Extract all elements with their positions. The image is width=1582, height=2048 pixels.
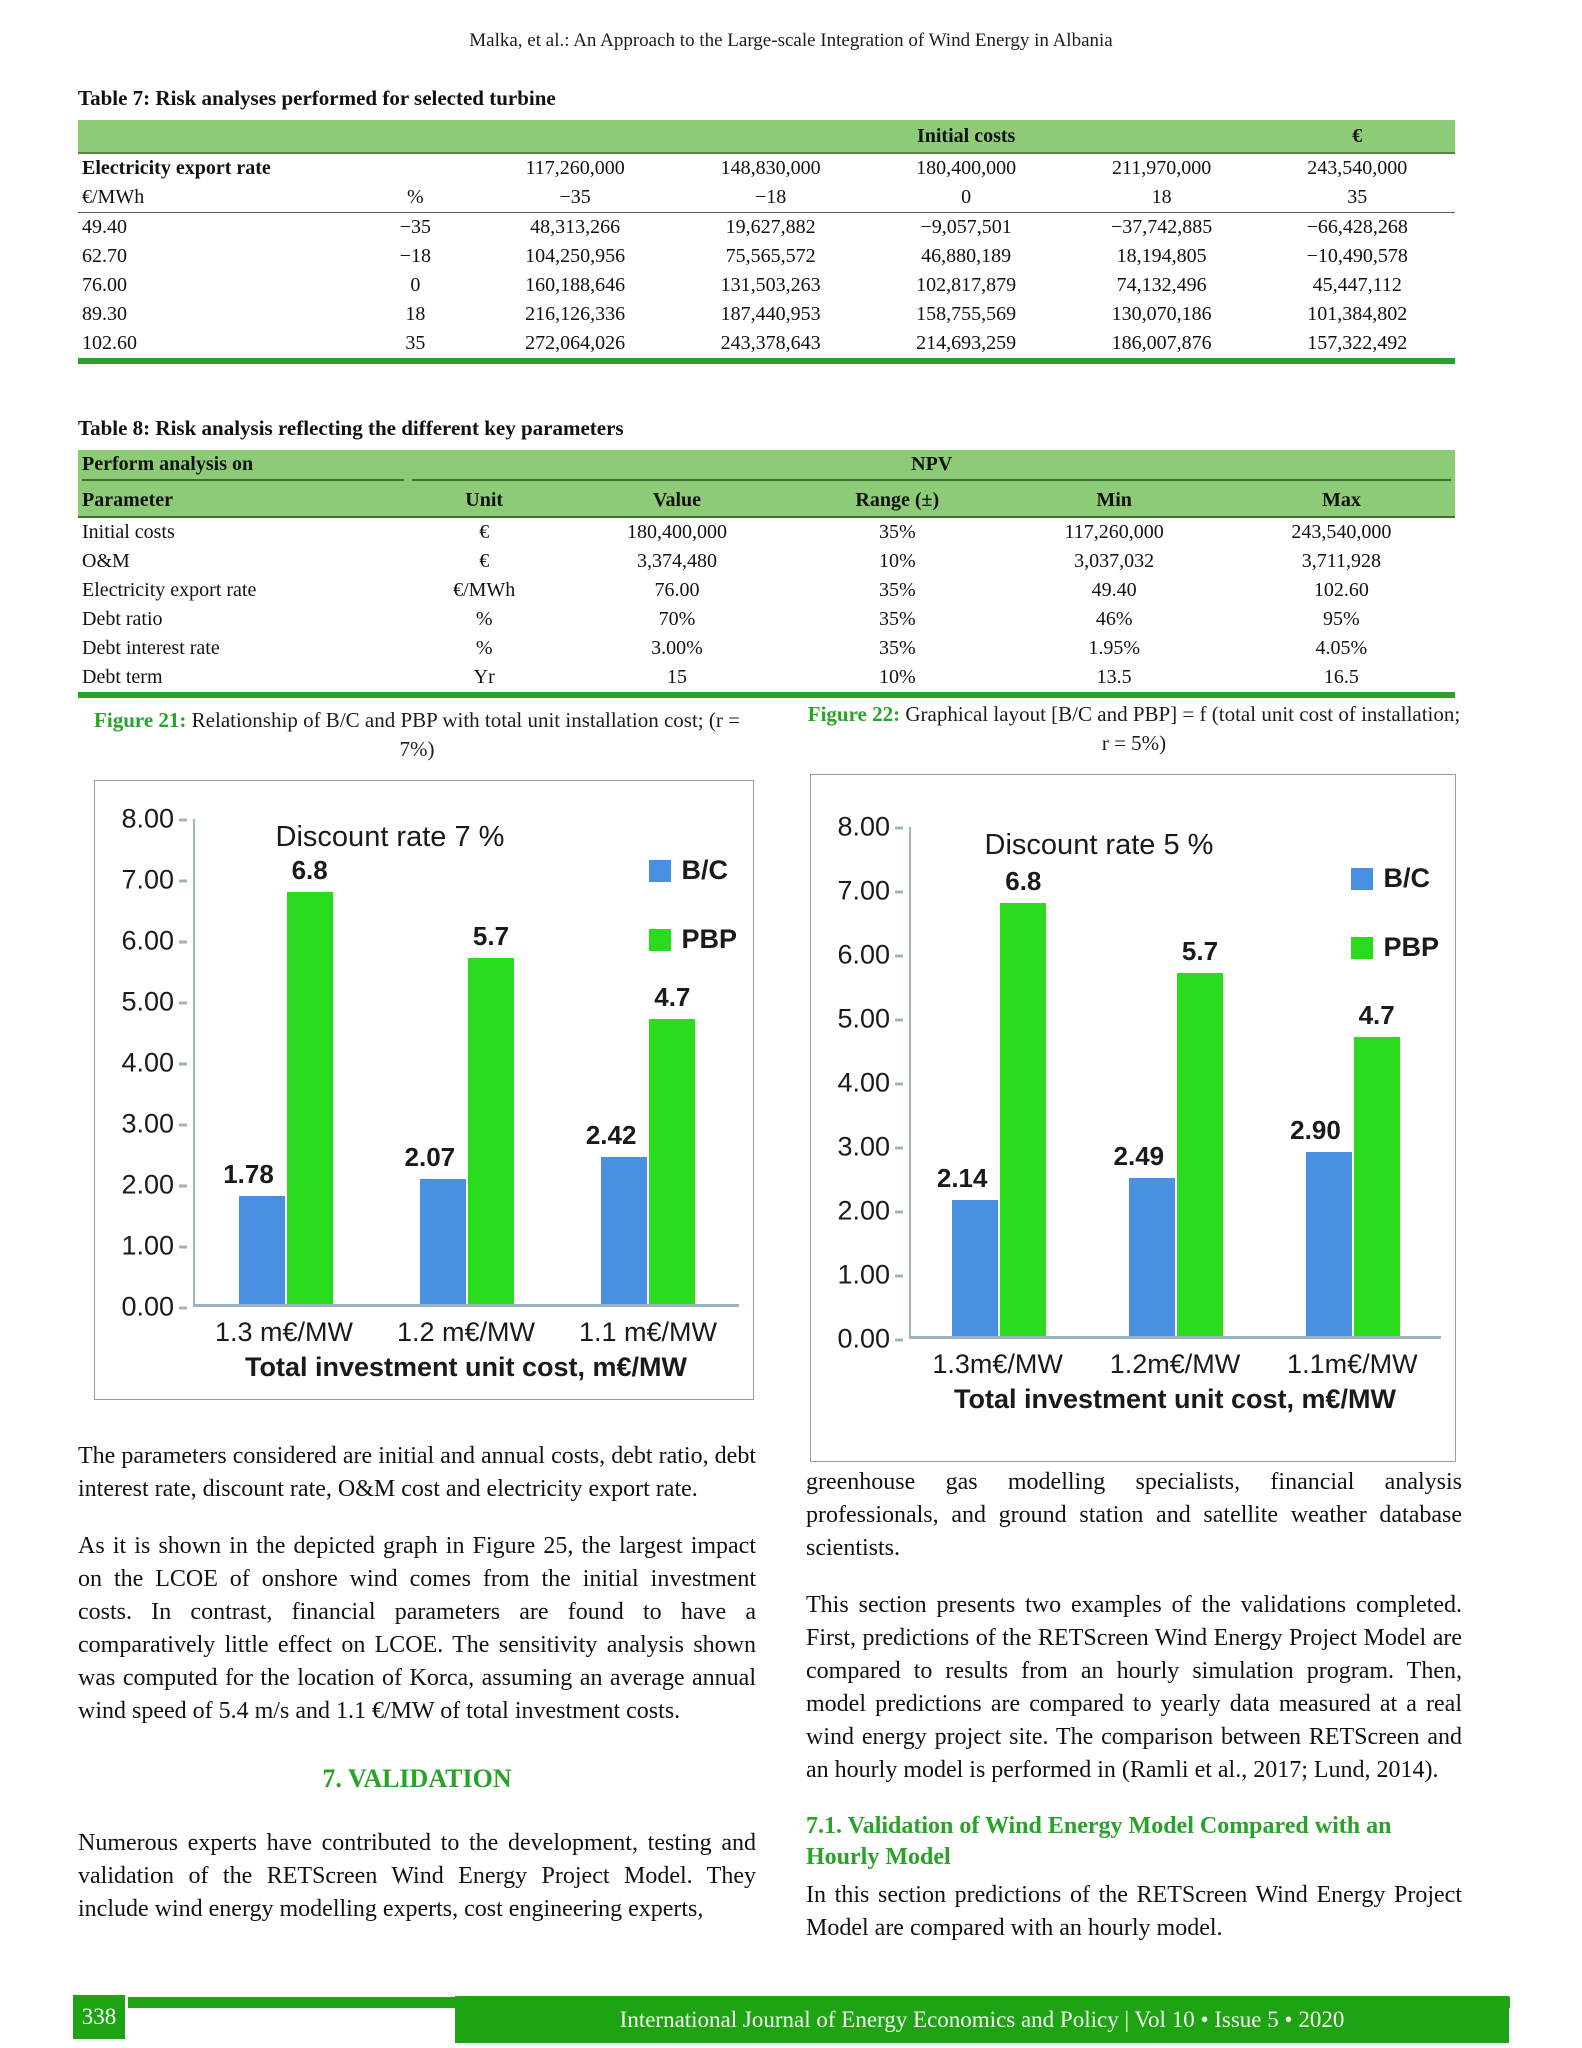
table-cell: −10,490,578 — [1306, 245, 1408, 267]
y-tick-label: 6.00 — [121, 926, 187, 957]
y-tick-label: 1.00 — [837, 1260, 903, 1291]
table7-caption-text: Risk analyses performed for selected turbine — [150, 86, 556, 110]
x-axis-title: Total investment unit cost, m€/MW — [244, 1352, 688, 1382]
figure21-block — [78, 706, 756, 1400]
bar-group — [1290, 827, 1400, 1336]
paragraph: In this section predictions of the RETScreen Wind Energy Project Model are compared with an hourly model. — [806, 1882, 1462, 1941]
y-tick-label: 0.00 — [837, 1324, 903, 1355]
bar-value-label: 4.7 — [654, 982, 691, 1013]
table-cell: Electricity export rate — [82, 579, 257, 601]
y-tick-label: 5.00 — [121, 987, 187, 1018]
table-row — [78, 329, 1455, 361]
x-category-label: 1.2m€/MW — [1109, 1349, 1241, 1379]
table-cell: −35 — [477, 183, 673, 213]
bar-value-label: 2.42 — [585, 1120, 637, 1151]
table-row — [78, 663, 1455, 695]
y-tick-label: 7.00 — [121, 865, 187, 896]
y-axis — [823, 811, 903, 1354]
bar-group — [223, 819, 333, 1304]
figure22-caption-label: Figure 22: — [807, 702, 901, 726]
table-cell: 62.70 — [82, 245, 127, 267]
table-cell: 131,503,263 — [720, 274, 821, 296]
table-cell: 35% — [878, 608, 916, 630]
table-row — [78, 242, 1455, 271]
legend-label: PBP — [681, 924, 737, 954]
table-cell: 0 — [410, 274, 421, 296]
table-cell: 35 — [1259, 183, 1455, 213]
y-tick-label: 8.00 — [121, 804, 187, 835]
y-tick-label: 4.00 — [837, 1068, 903, 1099]
chart-title: Discount rate 5 % — [984, 829, 1214, 861]
table8-column-headers — [78, 484, 1455, 517]
table-cell: 18 — [1064, 183, 1260, 213]
table-cell: 3.00% — [651, 637, 703, 659]
figure21-chart — [107, 803, 743, 1415]
col-unit: Unit — [408, 484, 559, 517]
table7-caption-label: Table 7: — [78, 86, 151, 110]
page-number: 338 — [81, 2004, 117, 2029]
bar-pbp — [1354, 999, 1400, 1336]
table-cell: Electricity export rate — [82, 157, 271, 179]
bar-group — [585, 819, 695, 1304]
table-cell: 46,880,189 — [921, 245, 1012, 267]
table-cell: 35% — [878, 521, 916, 543]
paragraph: The parameters considered are initial and annual costs, debt ratio, debt interest rate, discount rate, O&M cost and electricity export rate. — [78, 1443, 756, 1502]
figure22-box — [810, 774, 1456, 1462]
table-cell: 49.40 — [1091, 579, 1137, 601]
figure21-box — [94, 780, 754, 1400]
paragraph: Numerous experts have contributed to the development, testing and validation of the RETScreen Wind Energy Project Model. They include wind energy modelling experts, cost engineering experts, — [78, 1830, 756, 1922]
y-tick-label: 3.00 — [121, 1109, 187, 1140]
table-cell: 46% — [1095, 608, 1133, 630]
table-cell: 10% — [878, 550, 916, 572]
bar-value-label: 4.7 — [1358, 999, 1395, 1030]
table7-caption — [78, 86, 1455, 111]
y-tick-label: 2.00 — [837, 1196, 903, 1227]
table-cell: % — [475, 608, 493, 630]
table-cell: 1.95% — [1088, 637, 1140, 659]
bar-pbp — [1177, 936, 1223, 1336]
table-cell: 216,126,336 — [525, 303, 626, 325]
table-cell: 186,007,876 — [1111, 332, 1212, 354]
y-tick-label: 6.00 — [837, 940, 903, 971]
table-cell: 117,260,000 — [525, 157, 625, 179]
paragraph: greenhouse gas modelling specialists, financial analysis professionals, and ground station and satellite weather database scientists. — [806, 1469, 1462, 1561]
table-cell: 187,440,953 — [720, 303, 821, 325]
table-cell: 76.00 — [82, 274, 127, 296]
y-tick-label: 5.00 — [837, 1004, 903, 1035]
table-cell: 49.40 — [82, 216, 127, 238]
col-parameter: Parameter — [78, 484, 408, 517]
table-cell: 48,313,266 — [530, 216, 621, 238]
table-cell: 104,250,956 — [525, 245, 626, 267]
table-cell: 160,188,646 — [525, 274, 626, 296]
table-cell: 214,693,259 — [916, 332, 1017, 354]
table-cell: 18 — [405, 303, 426, 325]
bar-pbp — [1000, 866, 1046, 1336]
page-footer — [0, 1992, 1582, 2048]
table-cell: €/MWh — [453, 579, 516, 601]
bar-value-label: 6.8 — [291, 854, 328, 885]
table-cell: 102.60 — [82, 332, 137, 354]
paragraph: As it is shown in the depicted graph in Figure 25, the largest impact on the LCOE of onshore wind comes from the initial investment costs. In contrast, financial parameters are found to have a comparatively little effect on LCOE. The sensitivity analysis shown was computed for the location of Korca, assuming an average annual wind speed of 5.4 m/s and 1.1 €/MW of total investment costs. — [78, 1533, 756, 1724]
table-cell: 180,400,000 — [916, 157, 1017, 179]
table-cell: 76.00 — [654, 579, 700, 601]
table-row — [78, 547, 1455, 576]
table-cell: 89.30 — [82, 303, 127, 325]
table-cell: 130,070,186 — [1111, 303, 1212, 325]
table-cell: 243,540,000 — [1291, 521, 1392, 543]
y-axis — [107, 803, 187, 1322]
table7-header-band — [78, 120, 1455, 153]
y-tick-label: 0.00 — [121, 1292, 187, 1323]
table-cell: Debt ratio — [82, 608, 163, 630]
table8-caption-text: Risk analysis reflecting the different key parameters — [150, 416, 624, 440]
y-tick-label: 2.00 — [121, 1170, 187, 1201]
bar-value-label: 2.14 — [936, 1162, 988, 1193]
table-cell: 10% — [878, 666, 916, 688]
table-cell: € — [479, 550, 490, 572]
chart-title: Discount rate 7 % — [275, 821, 505, 853]
table-cell: 3,711,928 — [1301, 550, 1382, 572]
table-cell: −9,057,501 — [920, 216, 1012, 238]
bar-bc — [936, 1162, 998, 1336]
x-axis-labels — [909, 1349, 1441, 1380]
page-number-box — [70, 1992, 128, 2042]
bar-pbp — [649, 982, 695, 1304]
table-cell: Debt term — [82, 666, 163, 688]
bar-value-label: 5.7 — [1181, 936, 1219, 967]
figure21-caption — [78, 706, 756, 764]
bar-value-label: 2.90 — [1290, 1114, 1341, 1145]
table-cell: 4.05% — [1315, 637, 1368, 659]
bar-group — [936, 827, 1046, 1336]
table-cell: 117,260,000 — [1064, 521, 1164, 543]
table7-band-initial-costs: Initial costs — [868, 120, 1064, 153]
table8-group-header — [78, 450, 1455, 484]
table-cell: 148,830,000 — [720, 157, 821, 179]
table-cell: Debt interest rate — [82, 637, 220, 659]
table-row — [78, 183, 1455, 213]
table-row — [78, 605, 1455, 634]
table-cell: O&M — [82, 550, 130, 572]
figure22-caption-text: Graphical layout [B/C and PBP] = f (total unit cost of installation; r = 5%) — [900, 702, 1461, 755]
bar-bc — [1113, 1140, 1175, 1336]
table7 — [78, 120, 1455, 364]
legend-label: PBP — [1383, 932, 1439, 962]
figure22-block — [806, 700, 1462, 1462]
journal-line: International Journal of Energy Economics and Policy | Vol 10 • Issue 5 • 2020 — [619, 2006, 1345, 2032]
table-cell: % — [475, 637, 493, 659]
table-row — [78, 634, 1455, 663]
y-tick-label: 4.00 — [121, 1048, 187, 1079]
bar-bc — [404, 1141, 466, 1304]
table-cell: 45,447,112 — [1312, 274, 1402, 296]
table-cell: 19,627,882 — [725, 216, 816, 238]
bar-value-label: 2.49 — [1113, 1140, 1165, 1171]
table7-section — [78, 86, 1455, 364]
table-cell: 35% — [878, 579, 916, 601]
table-cell: −35 — [399, 216, 431, 238]
table8-section — [78, 416, 1455, 698]
table-cell: 13.5 — [1096, 666, 1132, 688]
plot-area — [193, 819, 739, 1307]
plot-area — [909, 827, 1441, 1339]
section-7-1-heading: 7.1. Validation of Wind Energy Model Compared with an Hourly Model — [806, 1813, 1392, 1870]
table-cell: −18 — [673, 183, 869, 213]
section-7-heading: 7. VALIDATION — [322, 1764, 512, 1793]
table8-perform-analysis-on: Perform analysis on — [78, 450, 408, 484]
table-cell: −66,428,268 — [1306, 216, 1408, 238]
table-cell: 3,037,032 — [1074, 550, 1155, 572]
running-head: Malka, et al.: An Approach to the Large-scale Integration of Wind Energy in Albania — [469, 30, 1113, 51]
table-cell: −18 — [399, 245, 431, 267]
table-cell: Initial costs — [82, 521, 175, 543]
col-range: Range (±) — [794, 484, 1001, 517]
figure21-caption-text: Relationship of B/C and PBP with total unit installation cost; (r = 7%) — [186, 708, 740, 761]
col-value: Value — [560, 484, 794, 517]
table-cell: 158,755,569 — [916, 303, 1017, 325]
y-tick-label: 7.00 — [837, 876, 903, 907]
table-cell — [353, 153, 477, 183]
x-category-label: 1.3 m€/MW — [214, 1317, 354, 1347]
y-tick-label: 3.00 — [837, 1132, 903, 1163]
y-tick-label: 1.00 — [121, 1231, 187, 1262]
footer-journal-bar — [455, 1996, 1509, 2043]
figure22-chart — [823, 811, 1445, 1491]
table-cell: 272,064,026 — [525, 332, 626, 354]
bar-bc — [223, 1159, 285, 1304]
x-axis-title: Total investment unit cost, m€/MW — [953, 1384, 1397, 1414]
x-category-label: 1.1m€/MW — [1287, 1349, 1418, 1379]
table8-caption — [78, 416, 1455, 441]
legend-label: B/C — [681, 855, 728, 885]
figure22-caption — [806, 700, 1462, 758]
table-cell: 0 — [868, 183, 1064, 213]
table-cell: 157,322,492 — [1307, 332, 1408, 354]
chart-plot-region — [823, 811, 1445, 1354]
table7-band-euro: € — [1259, 120, 1455, 153]
table-cell: 70% — [658, 608, 696, 630]
table8-npv-header: NPV — [408, 450, 1455, 484]
table-cell: 18,194,805 — [1116, 245, 1207, 267]
table-row — [78, 517, 1455, 547]
table-cell: 180,400,000 — [626, 521, 727, 543]
bar-bc — [1290, 1114, 1352, 1337]
chart-plot-region — [107, 803, 743, 1322]
table-cell: 75,565,572 — [725, 245, 816, 267]
table-cell: 211,970,000 — [1112, 157, 1212, 179]
bar-bc — [585, 1120, 647, 1304]
table8 — [78, 450, 1455, 698]
table-cell: 243,540,000 — [1307, 157, 1408, 179]
x-category-label: 1.3m€/MW — [932, 1349, 1063, 1379]
table-cell: 101,384,802 — [1307, 303, 1408, 325]
left-text-column — [78, 1440, 756, 1950]
table-row — [78, 576, 1455, 605]
table-cell: 102.60 — [1313, 579, 1369, 601]
table-cell: 74,132,496 — [1116, 274, 1207, 296]
table-cell: % — [353, 183, 477, 213]
table-cell: 35 — [405, 332, 426, 354]
table-row — [78, 213, 1455, 243]
table-cell: 102,817,879 — [916, 274, 1017, 296]
table-cell: 243,378,643 — [720, 332, 821, 354]
table-cell: 3,374,480 — [636, 550, 717, 572]
table-cell: 15 — [666, 666, 687, 688]
table-cell: Yr — [473, 666, 495, 688]
paragraph: This section presents two examples of the validations completed. First, predictions of the RETScreen Wind Energy Project Model are compared to results from an hourly simulation program. Then, model predictions are compared to yearly data measured at a real wind energy project site. The comparison between RETScreen and an hourly model is performed in (Ramli et al., 2017; Lund, 2014). — [806, 1592, 1462, 1783]
bar-pbp — [287, 854, 333, 1304]
col-max: Max — [1228, 484, 1455, 517]
bar-value-label: 6.8 — [1005, 866, 1042, 897]
table-cell: −37,742,885 — [1111, 216, 1213, 238]
table-cell: 95% — [1323, 608, 1360, 630]
table-cell: €/MWh — [78, 183, 353, 213]
table8-caption-label: Table 8: — [78, 416, 151, 440]
bar-group — [404, 819, 514, 1304]
table-cell: € — [479, 521, 490, 543]
legend-label: B/C — [1383, 863, 1430, 893]
bar-value-label: 1.78 — [223, 1159, 274, 1190]
table-row — [78, 153, 1455, 183]
table-row — [78, 300, 1455, 329]
bar-value-label: 2.07 — [404, 1141, 456, 1172]
x-axis-labels — [193, 1317, 739, 1348]
table-row — [78, 271, 1455, 300]
x-category-label: 1.2 m€/MW — [396, 1317, 536, 1347]
x-category-label: 1.1 m€/MW — [578, 1317, 718, 1347]
bar-value-label: 5.7 — [472, 921, 510, 952]
figure21-caption-label: Figure 21: — [94, 708, 187, 732]
table-cell: 16.5 — [1323, 666, 1359, 688]
bar-pbp — [468, 921, 514, 1304]
y-tick-label: 8.00 — [837, 812, 903, 843]
bar-group — [1113, 827, 1223, 1336]
col-min: Min — [1001, 484, 1228, 517]
table-cell: 35% — [878, 637, 916, 659]
right-text-column — [806, 1466, 1462, 1969]
